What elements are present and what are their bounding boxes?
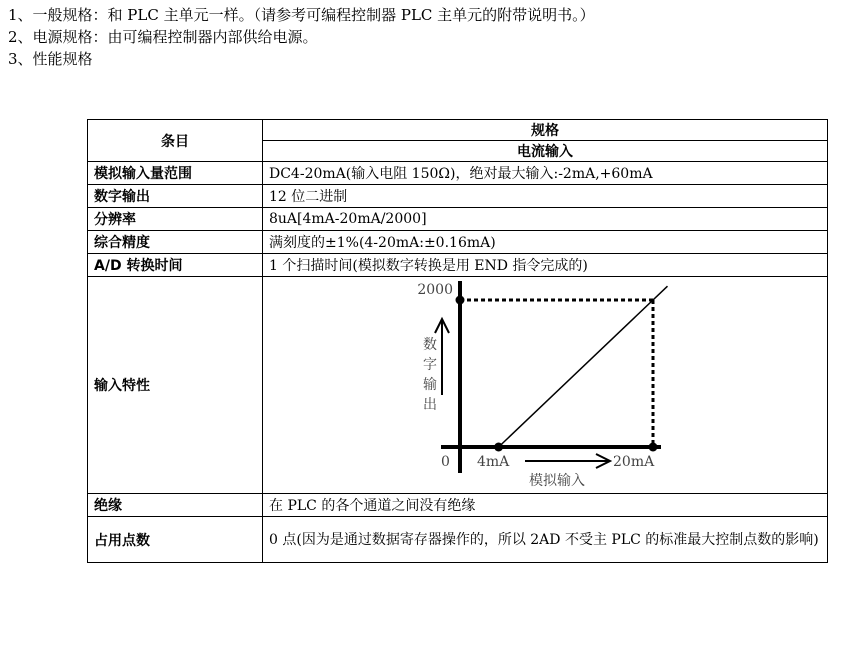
current-input-header: 电流输入 <box>263 141 828 162</box>
table-row <box>88 494 828 517</box>
origin-tick-label: 0 <box>441 454 450 470</box>
y-axis-label-char: 字 <box>423 357 437 373</box>
x-start-tick-label: 4mA <box>477 454 510 470</box>
start-point <box>494 443 503 452</box>
table-header-row <box>88 120 828 141</box>
table-row <box>88 208 828 231</box>
spec-header: 规格 <box>263 120 828 141</box>
row-value: DC4-20mA(输入电阻 150Ω)，绝对最大输入:-2mA,+60mA <box>263 162 828 185</box>
y-max-tick-label: 2000 <box>417 282 453 298</box>
y-axis-label-char: 输 <box>423 377 437 393</box>
table-row <box>88 517 828 563</box>
row-label: 模拟输入量范围 <box>88 162 263 185</box>
row-value: 1 个扫描时间(模拟数字转换是用 END 指令完成的) <box>263 254 828 277</box>
y-max-point <box>456 296 465 305</box>
row-label: 综合精度 <box>88 231 263 254</box>
row-label: 分辨率 <box>88 208 263 231</box>
row-value: 12 位二进制 <box>263 185 828 208</box>
characteristic-line <box>499 286 668 447</box>
row-label: 数字输出 <box>88 185 263 208</box>
intro-line-2: 2、电源规格：由可编程控制器内部供给电源。 <box>8 28 318 46</box>
intro-line-3: 3、性能规格 <box>8 50 93 68</box>
table-row <box>88 162 828 185</box>
spec-table <box>87 119 828 563</box>
table-row <box>88 254 828 277</box>
intro-text <box>8 4 595 70</box>
row-value: 0 点(因为是通过数据寄存器操作的，所以 2AD 不受主 PLC 的标准最大控制点数的影响) <box>263 517 828 563</box>
y-axis-label-char: 出 <box>423 397 437 413</box>
input-characteristic-chart <box>263 277 828 489</box>
row-value: 在 PLC 的各个通道之间没有绝缘 <box>263 494 828 517</box>
intro-line-1: 1、一般规格：和 PLC 主单元一样。（请参考可编程控制器 PLC 主单元的附带说明书。） <box>8 6 595 24</box>
row-label: A/D 转换时间 <box>88 254 263 277</box>
row-label: 占用点数 <box>88 517 263 563</box>
row-label: 绝缘 <box>88 494 263 517</box>
table-row <box>88 231 828 254</box>
item-header: 条目 <box>88 120 263 162</box>
y-axis-label-char: 数 <box>423 337 437 353</box>
row-value: 8uA[4mA-20mA/2000] <box>263 208 828 231</box>
x-axis-label: 模拟输入 <box>529 473 585 489</box>
input-characteristic-cell <box>263 277 828 494</box>
x-end-tick-label: 20mA <box>613 454 655 470</box>
table-row <box>88 277 828 494</box>
row-label: 输入特性 <box>88 277 263 494</box>
row-value: 满刻度的±1%(4-20mA:±0.16mA) <box>263 231 828 254</box>
x-max-point <box>649 443 658 452</box>
table-row <box>88 185 828 208</box>
